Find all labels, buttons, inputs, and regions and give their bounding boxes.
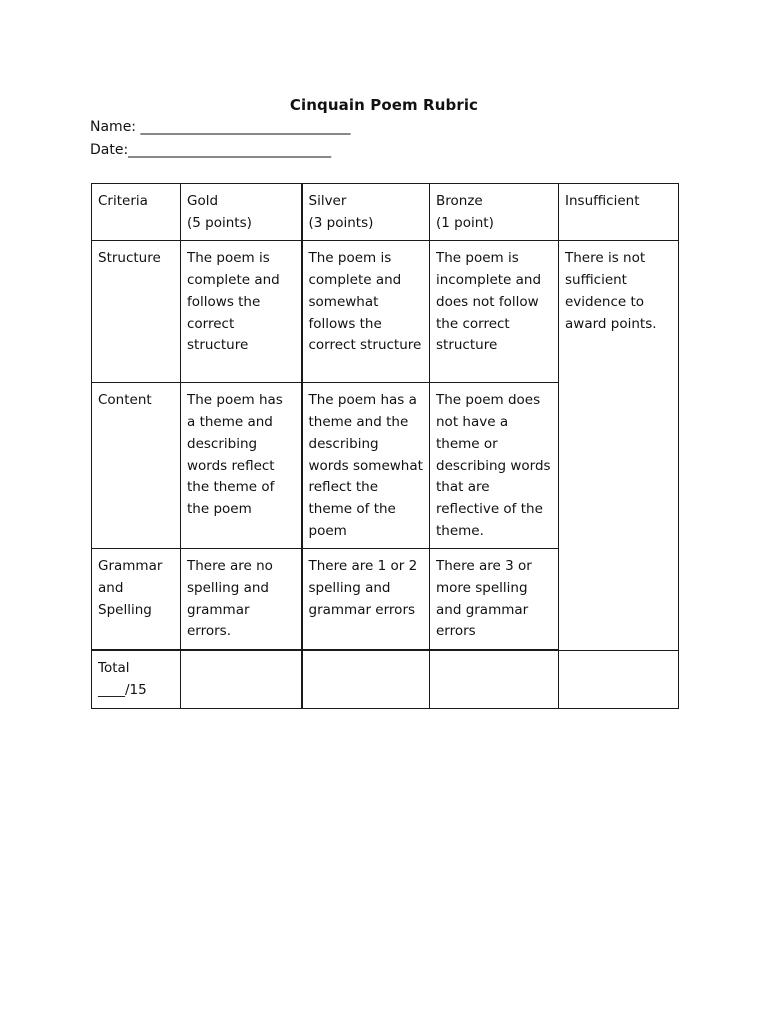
total-silver-cell[interactable] xyxy=(302,650,430,708)
criterion-cell: Grammar and Spelling xyxy=(92,549,181,650)
header-insufficient xyxy=(559,184,679,241)
total-label: Total xyxy=(98,660,130,677)
criterion-cell: Content xyxy=(92,383,181,549)
page-title: Cinquain Poem Rubric xyxy=(289,96,479,114)
header-gold-points: (5 points) xyxy=(187,214,252,231)
bronze-cell: There are 3 or more spelling and grammar errors xyxy=(430,549,559,650)
header-bronze-points: (1 point) xyxy=(436,214,494,231)
total-gold-cell[interactable] xyxy=(181,650,302,708)
header-silver-points: (3 points) xyxy=(308,214,374,231)
rubric-table xyxy=(91,183,679,709)
bronze-cell: The poem is incomplete and does not follow the correct structure xyxy=(430,241,559,383)
gold-cell: There are no spelling and grammar errors. xyxy=(181,549,302,650)
gold-cell: The poem has a theme and describing words reflect the theme of the poem xyxy=(181,383,302,549)
bronze-cell: The poem does not have a theme or describing words that are reflective of the theme. xyxy=(430,383,559,549)
silver-cell: There are 1 or 2 spelling and grammar errors xyxy=(302,549,430,650)
silver-cell: The poem has a theme and the describing words somewhat reflect the theme of the poem xyxy=(302,383,430,549)
silver-cell: The poem is complete and somewhat follows the correct structure xyxy=(302,241,430,383)
total-cell xyxy=(92,650,181,708)
criterion-cell: Structure xyxy=(92,241,181,383)
header-criteria xyxy=(92,184,181,241)
header-bronze xyxy=(430,184,559,241)
total-insufficient-cell[interactable] xyxy=(559,650,679,708)
header-bronze-label: Bronze xyxy=(436,193,483,209)
header-gold-label: Gold xyxy=(187,193,219,209)
header-silver xyxy=(302,184,430,241)
header-insufficient-label: Insufficient xyxy=(565,193,640,209)
total-score-field[interactable]: ____/15 xyxy=(98,681,147,698)
insufficient-cell: There is not sufficient evidence to award points. xyxy=(559,241,679,650)
total-bronze-cell[interactable] xyxy=(430,650,559,708)
table-header-row xyxy=(92,184,679,241)
header-gold xyxy=(181,184,302,241)
header-silver-label: Silver xyxy=(308,193,347,209)
table-row xyxy=(92,241,679,383)
date-field[interactable]: Date:_____________________________ xyxy=(90,142,332,158)
name-field[interactable]: Name: ______________________________ xyxy=(90,119,351,135)
gold-cell: The poem is complete and follows the correct structure xyxy=(181,241,302,383)
total-row xyxy=(92,650,679,708)
header-criteria-label: Criteria xyxy=(98,193,148,209)
